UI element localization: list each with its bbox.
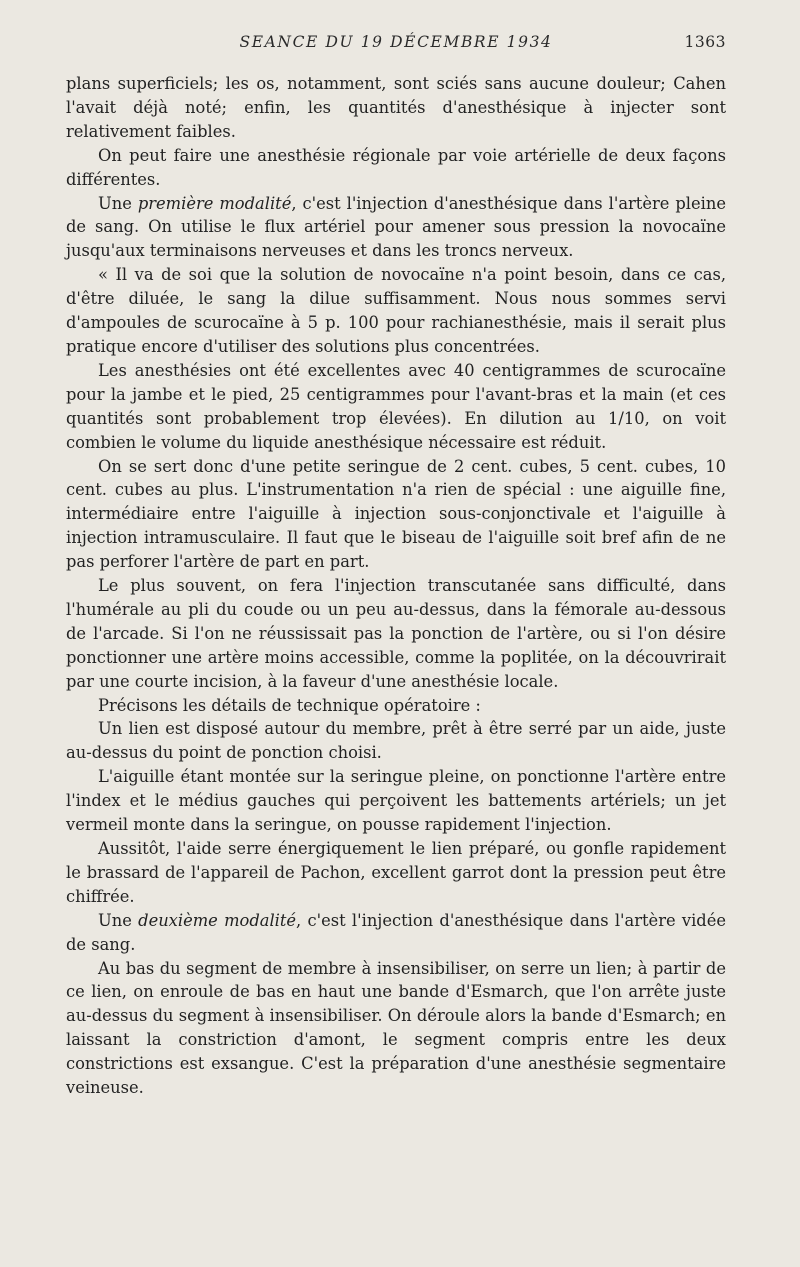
paragraph-13: Au bas du segment de membre à insensibiliser, on serre un lien; à partir de ce lien, on enroule de bas en haut une bande d'Esmarch, que l'on arrête juste au-dessus du segment à insensibiliser. On déroule alors la bande d'Esmarch; en laissant la constriction d'amont, le segment compris entre les deux constrictions est exsangue. C'est la préparation d'une anesthésie segmentaire veineuse. xyxy=(66,958,726,1098)
paragraph-5: Les anesthésies ont été excellentes avec 40 centigrammes de scurocaïne pour la jambe et le pied, 25 centigrammes pour l'avant-bras et la main (et ces quantités sont probablement trop élevées). En dilution au 1/10, on voit combien le volume du liquide anesthésique nécessaire est réduit. xyxy=(66,360,726,452)
paragraph-3-post: , c'est l'injection d'anesthésique dans l'artère pleine de sang. On utilise le flux artériel pour amener sous pression la novocaïne jusqu'aux terminaisons nerveuses et dans les troncs nerveux. xyxy=(66,193,726,261)
paragraph-11: Aussitôt, l'aide serre énergiquement le lien préparé, ou gonfle rapidement le brassard de l'appareil de Pachon, excellent garrot dont la pression peut être chiffrée. xyxy=(66,839,726,906)
running-header xyxy=(66,33,726,57)
paragraph-3 xyxy=(66,192,726,264)
paragraph-10: L'aiguille étant montée sur la seringue pleine, on ponctionne l'artère entre l'index et le médius gauches qui perçoivent les battements artériels; un jet vermeil monte dans la seringue, on pousse rapidement l'injection. xyxy=(66,767,726,835)
page-number: 1363 xyxy=(684,33,726,51)
paragraph-1: plans superficiels; les os, notamment, sont sciés sans aucune douleur; Cahen l'avait déjà noté; enfin, les quantités d'anesthésique à injecter sont relativement faibles. xyxy=(66,74,726,141)
paragraph-12-emphasis: deuxième modalité xyxy=(138,910,297,930)
paragraph-12-pre: Une xyxy=(98,910,139,930)
paragraph-7: Le plus souvent, on fera l'injection transcutanée sans difficulté, dans l'humérale au pli du coude ou un peu au-dessus, dans la fémorale au-dessous de l'arcade. Si l'on ne réussissait pas la ponction de l'artère, ou si l'on désire ponctionner une artère moins accessible, comme la poplitée, on la découvrirait par une courte incision, à la faveur d'une anesthésie locale. xyxy=(66,576,726,691)
paragraph-4: « Il va de soi que la solution de novocaïne n'a point besoin, dans ce cas, d'être diluée, le sang la dilue suffisamment. Nous nous sommes servi d'ampoules de scurocaïne à 5 p. 100 pour rachianesthésie, mais il serait plus pratique encore d'utiliser des solutions plus concentrées. xyxy=(66,265,726,356)
paragraph-2: On peut faire une anesthésie régionale par voie artérielle de deux façons différentes. xyxy=(66,145,726,189)
body-text xyxy=(66,72,726,1100)
paragraph-12 xyxy=(66,909,726,957)
paragraph-3-pre: Une xyxy=(98,193,138,213)
paragraph-8: Précisons les détails de technique opératoire : xyxy=(98,695,481,715)
paragraph-3-emphasis: première modalité xyxy=(137,193,292,213)
header-title: SEANCE DU 19 DÉCEMBRE 1934 xyxy=(239,33,553,51)
paragraph-9: Un lien est disposé autour du membre, prêt à être serré par un aide, juste au-dessus du point de ponction choisi. xyxy=(66,719,726,763)
paragraph-12-post: , c'est l'injection d'anesthésique dans l'artère vidée de sang. xyxy=(66,910,726,954)
paragraph-6: On se sert donc d'une petite seringue de 2 cent. cubes, 5 cent. cubes, 10 cent. cubes au plus. L'instrumentation n'a rien de spécial : une aiguille fine, intermédiaire entre l'aiguille à injection sous-conjonctivale et l'aiguille à injection intramusculaire. Il faut que le biseau de l'aiguille soit bref afin de ne pas perforer l'artère de part en part. xyxy=(66,456,726,572)
